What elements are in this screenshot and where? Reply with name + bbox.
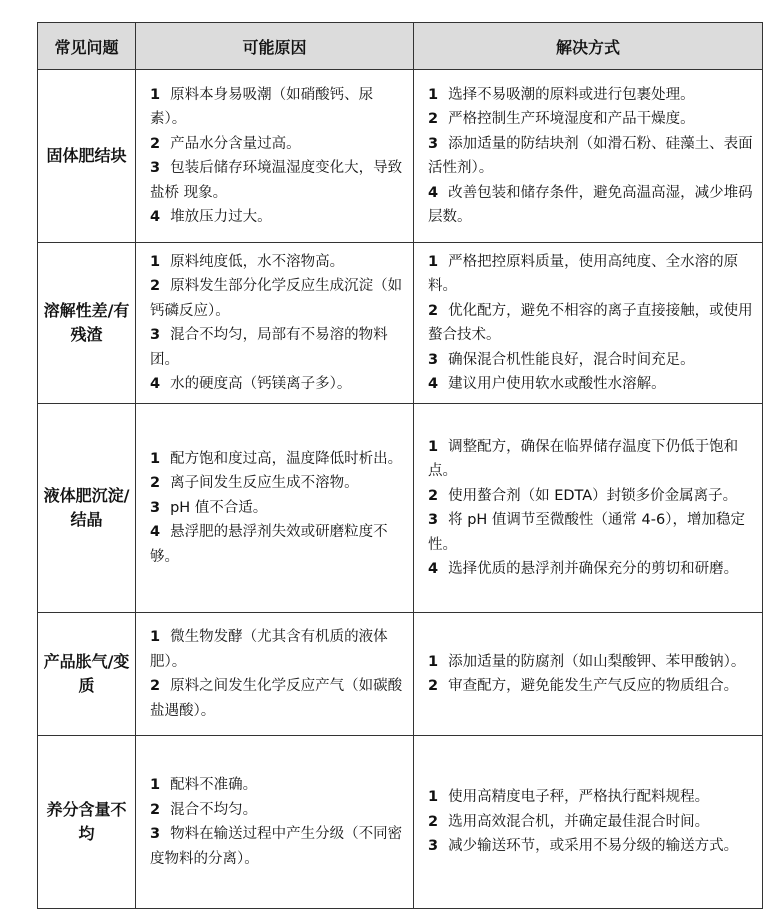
table-body: [38, 70, 763, 909]
table-header-row: [38, 23, 763, 70]
list-item: [150, 674, 409, 723]
table-row: [38, 70, 763, 243]
list-item: [150, 372, 409, 397]
item-text: 配料不准确。: [170, 777, 258, 793]
header-issue: 常见问题: [38, 23, 136, 70]
list-item: [428, 674, 758, 699]
item-number: 1: [428, 253, 439, 270]
item-number: 2: [428, 487, 439, 504]
item-number: 1: [428, 789, 439, 806]
item-number: 2: [428, 813, 439, 830]
item-number: 1: [428, 653, 439, 670]
item-number: 4: [428, 184, 439, 201]
causes-cell: [136, 404, 414, 613]
list-item: [428, 834, 758, 859]
item-text: 使用高精度电子秤，严格执行配料规程。: [448, 789, 710, 806]
item-text: 选择优质的悬浮剂并确保充分的剪切和研磨。: [448, 561, 739, 577]
list-item: [150, 274, 409, 323]
table-row: [38, 404, 763, 613]
troubleshooting-table: [37, 22, 763, 909]
list-item: [428, 372, 758, 397]
item-number: 1: [150, 629, 161, 645]
item-number: 2: [150, 801, 161, 818]
item-number: 4: [150, 524, 161, 541]
issue-cell: 养分含量不均: [38, 736, 136, 909]
list-item: [428, 810, 758, 835]
item-text: 悬浮肥的悬浮剂失效或研磨粒度不够。: [150, 524, 388, 565]
item-text: 原料发生部分化学反应生成沉淀（如钙磷反应）。: [150, 278, 403, 319]
item-number: 4: [428, 376, 439, 392]
item-number: 3: [150, 826, 161, 842]
item-text: 原料纯度低，水不溶物高。: [170, 253, 345, 270]
solutions-list: [428, 435, 758, 582]
item-number: 3: [150, 160, 161, 176]
item-text: 调整配方，确保在临界储存温度下仍低于饱和点。: [428, 438, 739, 479]
list-item: [150, 447, 409, 472]
item-text: 堆放压力过大。: [170, 209, 272, 225]
solutions-list: [428, 650, 758, 699]
item-text: 原料之间发生化学反应产气（如碳酸盐遇酸）。: [150, 678, 403, 719]
item-number: 2: [150, 678, 161, 694]
list-item: [150, 773, 409, 798]
item-number: 3: [428, 512, 439, 528]
item-text: 严格控制生产环境湿度和产品干燥度。: [448, 111, 695, 127]
item-number: 1: [150, 450, 161, 467]
list-item: [150, 471, 409, 496]
item-number: 3: [428, 351, 439, 368]
item-text: 配方饱和度过高，温度降低时析出。: [170, 450, 403, 467]
list-item: [428, 348, 758, 373]
list-item: [428, 484, 758, 509]
causes-list: [150, 83, 409, 230]
item-number: 2: [150, 135, 161, 152]
list-item: [150, 250, 409, 275]
item-text: 选择不易吸潮的原料或进行包裹处理。: [448, 86, 695, 103]
item-number: 1: [428, 438, 439, 455]
item-text: 包装后储存环境温湿度变化大，导致 盐桥 现象。: [150, 160, 403, 201]
item-number: 1: [150, 777, 161, 793]
solutions-cell: [414, 243, 763, 404]
list-item: [150, 822, 409, 871]
solutions-list: [428, 250, 758, 397]
item-text: 混合不均匀。: [170, 801, 258, 818]
item-number: 3: [428, 135, 439, 152]
list-item: [428, 181, 758, 230]
item-text: 将 pH 值调节至微酸性（通常 4-6），增加稳定性。: [428, 512, 745, 553]
list-item: [150, 156, 409, 205]
list-item: [150, 520, 409, 569]
item-text: 确保混合机性能良好，混合时间充足。: [448, 351, 695, 368]
item-text: 建议用户使用软水或酸性水溶解。: [448, 376, 666, 392]
item-number: 3: [150, 327, 161, 343]
item-text: 减少输送环节，或采用不易分级的输送方式。: [448, 838, 739, 855]
item-number: 2: [150, 475, 161, 492]
list-item: [428, 250, 758, 299]
item-text: 微生物发酵（尤其含有机质的液体肥）。: [150, 629, 388, 670]
item-text: pH 值不合适。: [170, 499, 268, 516]
item-number: 2: [428, 678, 439, 694]
item-text: 物料在输送过程中产生分级（不同密度物料的分离）。: [150, 826, 403, 867]
causes-list: [150, 447, 409, 570]
causes-list: [150, 773, 409, 871]
solutions-cell: [414, 404, 763, 613]
item-number: 4: [150, 209, 161, 225]
list-item: [150, 798, 409, 823]
issue-cell: 产品胀气/变质: [38, 613, 136, 736]
item-number: 4: [428, 561, 439, 577]
solutions-cell: [414, 70, 763, 243]
solutions-list: [428, 83, 758, 230]
list-item: [428, 107, 758, 132]
causes-list: [150, 250, 409, 397]
list-item: [150, 83, 409, 132]
item-number: 3: [150, 499, 161, 516]
item-number: 3: [428, 838, 439, 855]
causes-cell: [136, 613, 414, 736]
solutions-list: [428, 785, 758, 859]
list-item: [428, 785, 758, 810]
list-item: [428, 508, 758, 557]
list-item: [150, 205, 409, 230]
causes-cell: [136, 70, 414, 243]
item-text: 添加适量的防腐剂（如山梨酸钾、苯甲酸钠）。: [448, 653, 746, 670]
item-text: 使用螯合剂（如 EDTA）封锁多价金属离子。: [448, 487, 738, 504]
list-item: [428, 557, 758, 582]
issue-cell: 液体肥沉淀/结晶: [38, 404, 136, 613]
header-solutions: 解决方式: [414, 23, 763, 70]
header-causes: 可能原因: [136, 23, 414, 70]
list-item: [428, 83, 758, 108]
item-number: 2: [428, 302, 439, 319]
item-text: 原料本身易吸潮（如硝酸钙、尿素）。: [150, 86, 374, 127]
list-item: [428, 132, 758, 181]
table-row: [38, 613, 763, 736]
item-text: 添加适量的防结块剂（如滑石粉、硅藻土、表面活性剂）。: [428, 135, 753, 176]
item-text: 混合不均匀，局部有不易溶的物料团。: [150, 327, 388, 368]
issue-cell: 溶解性差/有残渣: [38, 243, 136, 404]
item-number: 2: [428, 111, 439, 127]
causes-cell: [136, 243, 414, 404]
list-item: [428, 650, 758, 675]
issue-cell: 固体肥结块: [38, 70, 136, 243]
list-item: [150, 323, 409, 372]
item-text: 改善包装和储存条件，避免高温高湿，减少堆码层数。: [428, 184, 753, 225]
table-row: [38, 243, 763, 404]
item-text: 选用高效混合机，并确定最佳混合时间。: [448, 813, 710, 830]
item-text: 审查配方，避免能发生产气反应的物质组合。: [448, 678, 739, 694]
list-item: [150, 132, 409, 157]
item-text: 产品水分含量过高。: [170, 135, 301, 152]
item-number: 1: [150, 253, 161, 270]
item-number: 1: [428, 86, 439, 103]
list-item: [428, 435, 758, 484]
item-text: 严格把控原料质量，使用高纯度、全水溶的原料。: [428, 253, 739, 294]
solutions-cell: [414, 613, 763, 736]
item-number: 4: [150, 376, 161, 392]
item-text: 优化配方，避免不相容的离子直接接触，或使用螯合技术。: [428, 302, 753, 343]
list-item: [428, 299, 758, 348]
causes-list: [150, 625, 409, 723]
list-item: [150, 625, 409, 674]
item-number: 1: [150, 86, 161, 103]
item-number: 2: [150, 278, 161, 294]
item-text: 水的硬度高（钙镁离子多）。: [170, 376, 352, 392]
list-item: [150, 496, 409, 521]
item-text: 离子间发生反应生成不溶物。: [170, 475, 359, 492]
